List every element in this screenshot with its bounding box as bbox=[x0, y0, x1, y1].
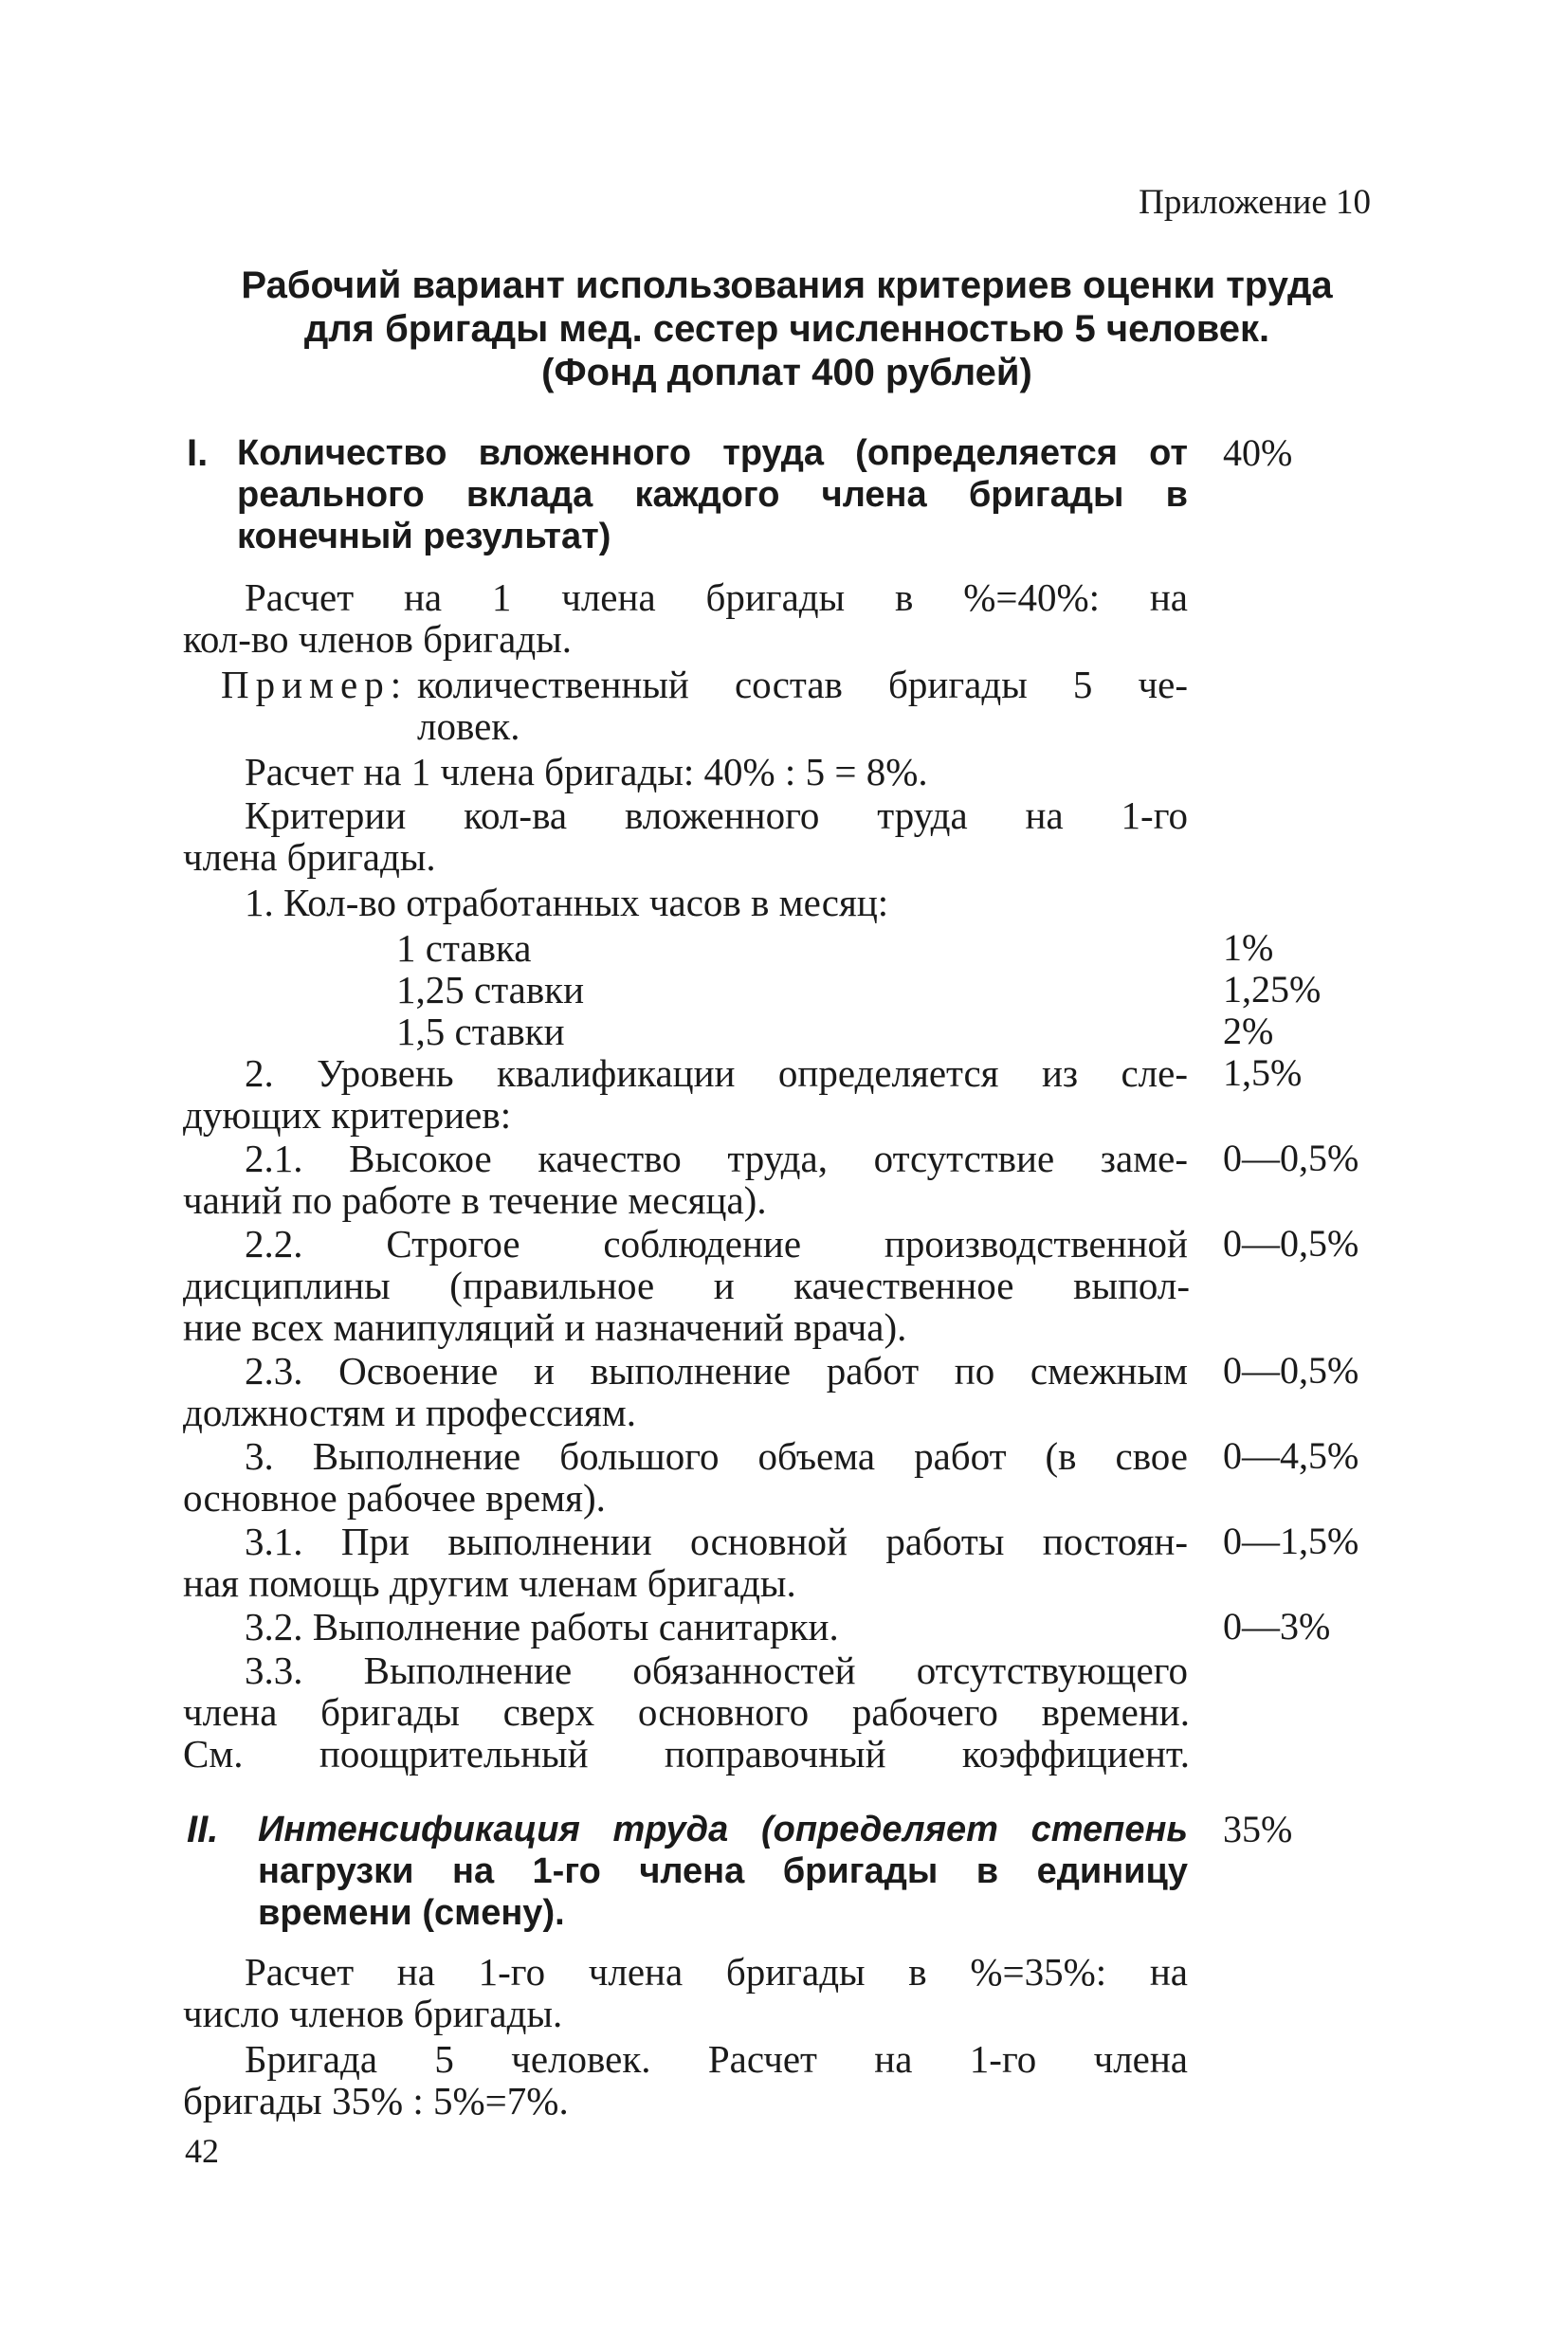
item-percent: 0—4,5% bbox=[1223, 1434, 1359, 1477]
list-item: ние всех манипуляций и назначений врача). bbox=[183, 1305, 907, 1349]
title-line: (Фонд доплат 400 рублей) bbox=[541, 352, 1032, 393]
title-line: для бригады мед. сестер численностью 5 человек. bbox=[303, 308, 1270, 350]
list-item: См. поощрительный поправочный коэффициент. bbox=[183, 1732, 1190, 1776]
paragraph-line: Бригада 5 человек. Расчет на 1-го члена bbox=[245, 2037, 1188, 2081]
rate-label: 1 ставка bbox=[396, 926, 532, 970]
item-percent: 0—1,5% bbox=[1223, 1520, 1359, 1562]
list-item: дисциплины (правильное и качественное выпол- bbox=[183, 1264, 1190, 1307]
section-2-heading-line: времени (смену). bbox=[258, 1893, 565, 1933]
list-item: 3.2. Выполнение работы санитарки. bbox=[245, 1605, 839, 1649]
rate-percent: 1% bbox=[1223, 926, 1274, 969]
item-percent: 0—0,5% bbox=[1223, 1349, 1359, 1392]
calculation-line: Расчет на 1 члена бригады: 40% : 5 = 8%. bbox=[245, 750, 928, 793]
list-item: члена бригады сверх основного рабочего времени. bbox=[183, 1690, 1190, 1734]
example-label: Пример: bbox=[221, 663, 409, 706]
list-item: 3. Выполнение большого объема работ (в свое bbox=[245, 1434, 1188, 1478]
section-2-heading-line: нагрузки на 1-го члена бригады в единицу bbox=[258, 1851, 1188, 1891]
page-number: 42 bbox=[185, 2132, 219, 2170]
section-1-percent: 40% bbox=[1223, 431, 1293, 474]
section-1-heading-line: реального вклада каждого члена бригады в bbox=[237, 475, 1188, 515]
example-text: ловек. bbox=[417, 704, 520, 748]
list-item: 2.1. Высокое качество труда, отсутствие заме- bbox=[245, 1137, 1188, 1180]
item-percent: 0—3% bbox=[1223, 1605, 1331, 1648]
rate-percent: 2% bbox=[1223, 1010, 1274, 1052]
paragraph-line: число членов бригады. bbox=[183, 1992, 563, 2035]
list-item: 2.3. Освоение и выполнение работ по смежным bbox=[245, 1349, 1188, 1393]
example-text: количественный состав бригады 5 че- bbox=[417, 663, 1188, 706]
list-item: основное рабочее время). bbox=[183, 1476, 606, 1520]
item-percent: 0—0,5% bbox=[1223, 1137, 1359, 1179]
section-1-heading-line: конечный результат) bbox=[237, 517, 611, 556]
rate-percent: 1,25% bbox=[1223, 968, 1322, 1011]
section-2-percent: 35% bbox=[1223, 1808, 1293, 1850]
appendix-label: Приложение 10 bbox=[1139, 183, 1371, 222]
list-item: дующих критериев: bbox=[183, 1093, 512, 1137]
item-percent: 0—0,5% bbox=[1223, 1222, 1359, 1265]
list-item: ная помощь другим членам бригады. bbox=[183, 1561, 796, 1605]
item-percent: 1,5% bbox=[1223, 1051, 1303, 1094]
paragraph-line: Критерии кол-ва вложенного труда на 1-го bbox=[245, 793, 1188, 837]
paragraph-line: члена бригады. bbox=[183, 835, 436, 879]
section-1-heading-line: Количество вложенного труда (определяется от bbox=[237, 433, 1188, 473]
list-item: 1. Кол-во отработанных часов в месяц: bbox=[245, 881, 889, 924]
list-item: чаний по работе в течение месяца). bbox=[183, 1178, 767, 1222]
list-item: 2. Уровень квалификации определяется из сле- bbox=[245, 1051, 1188, 1095]
section-1-number: I. bbox=[187, 432, 209, 474]
list-item: 3.3. Выполнение обязанностей отсутствующего bbox=[245, 1649, 1188, 1692]
list-item: должностям и профессиям. bbox=[183, 1391, 637, 1434]
paragraph-line: кол-во членов бригады. bbox=[183, 617, 573, 661]
paragraph-line: Расчет на 1 члена бригады в %=40%: на bbox=[245, 575, 1188, 619]
section-2-number: II. bbox=[187, 1809, 219, 1850]
paragraph-line: бригады 35% : 5%=7%. bbox=[183, 2079, 569, 2122]
title-line: Рабочий вариант использования критериев оценки труда bbox=[241, 264, 1333, 306]
list-item: 3.1. При выполнении основной работы постоян- bbox=[245, 1520, 1188, 1563]
document-title bbox=[199, 264, 1375, 394]
paragraph-line: Расчет на 1-го члена бригады в %=35%: на bbox=[245, 1950, 1188, 1994]
rate-label: 1,5 ставки bbox=[396, 1010, 565, 1053]
list-item: 2.2. Строгое соблюдение производственной bbox=[245, 1222, 1188, 1266]
section-2-heading-line: Интенсификация труда (определяет степень bbox=[258, 1810, 1188, 1849]
rate-label: 1,25 ставки bbox=[396, 968, 585, 1011]
